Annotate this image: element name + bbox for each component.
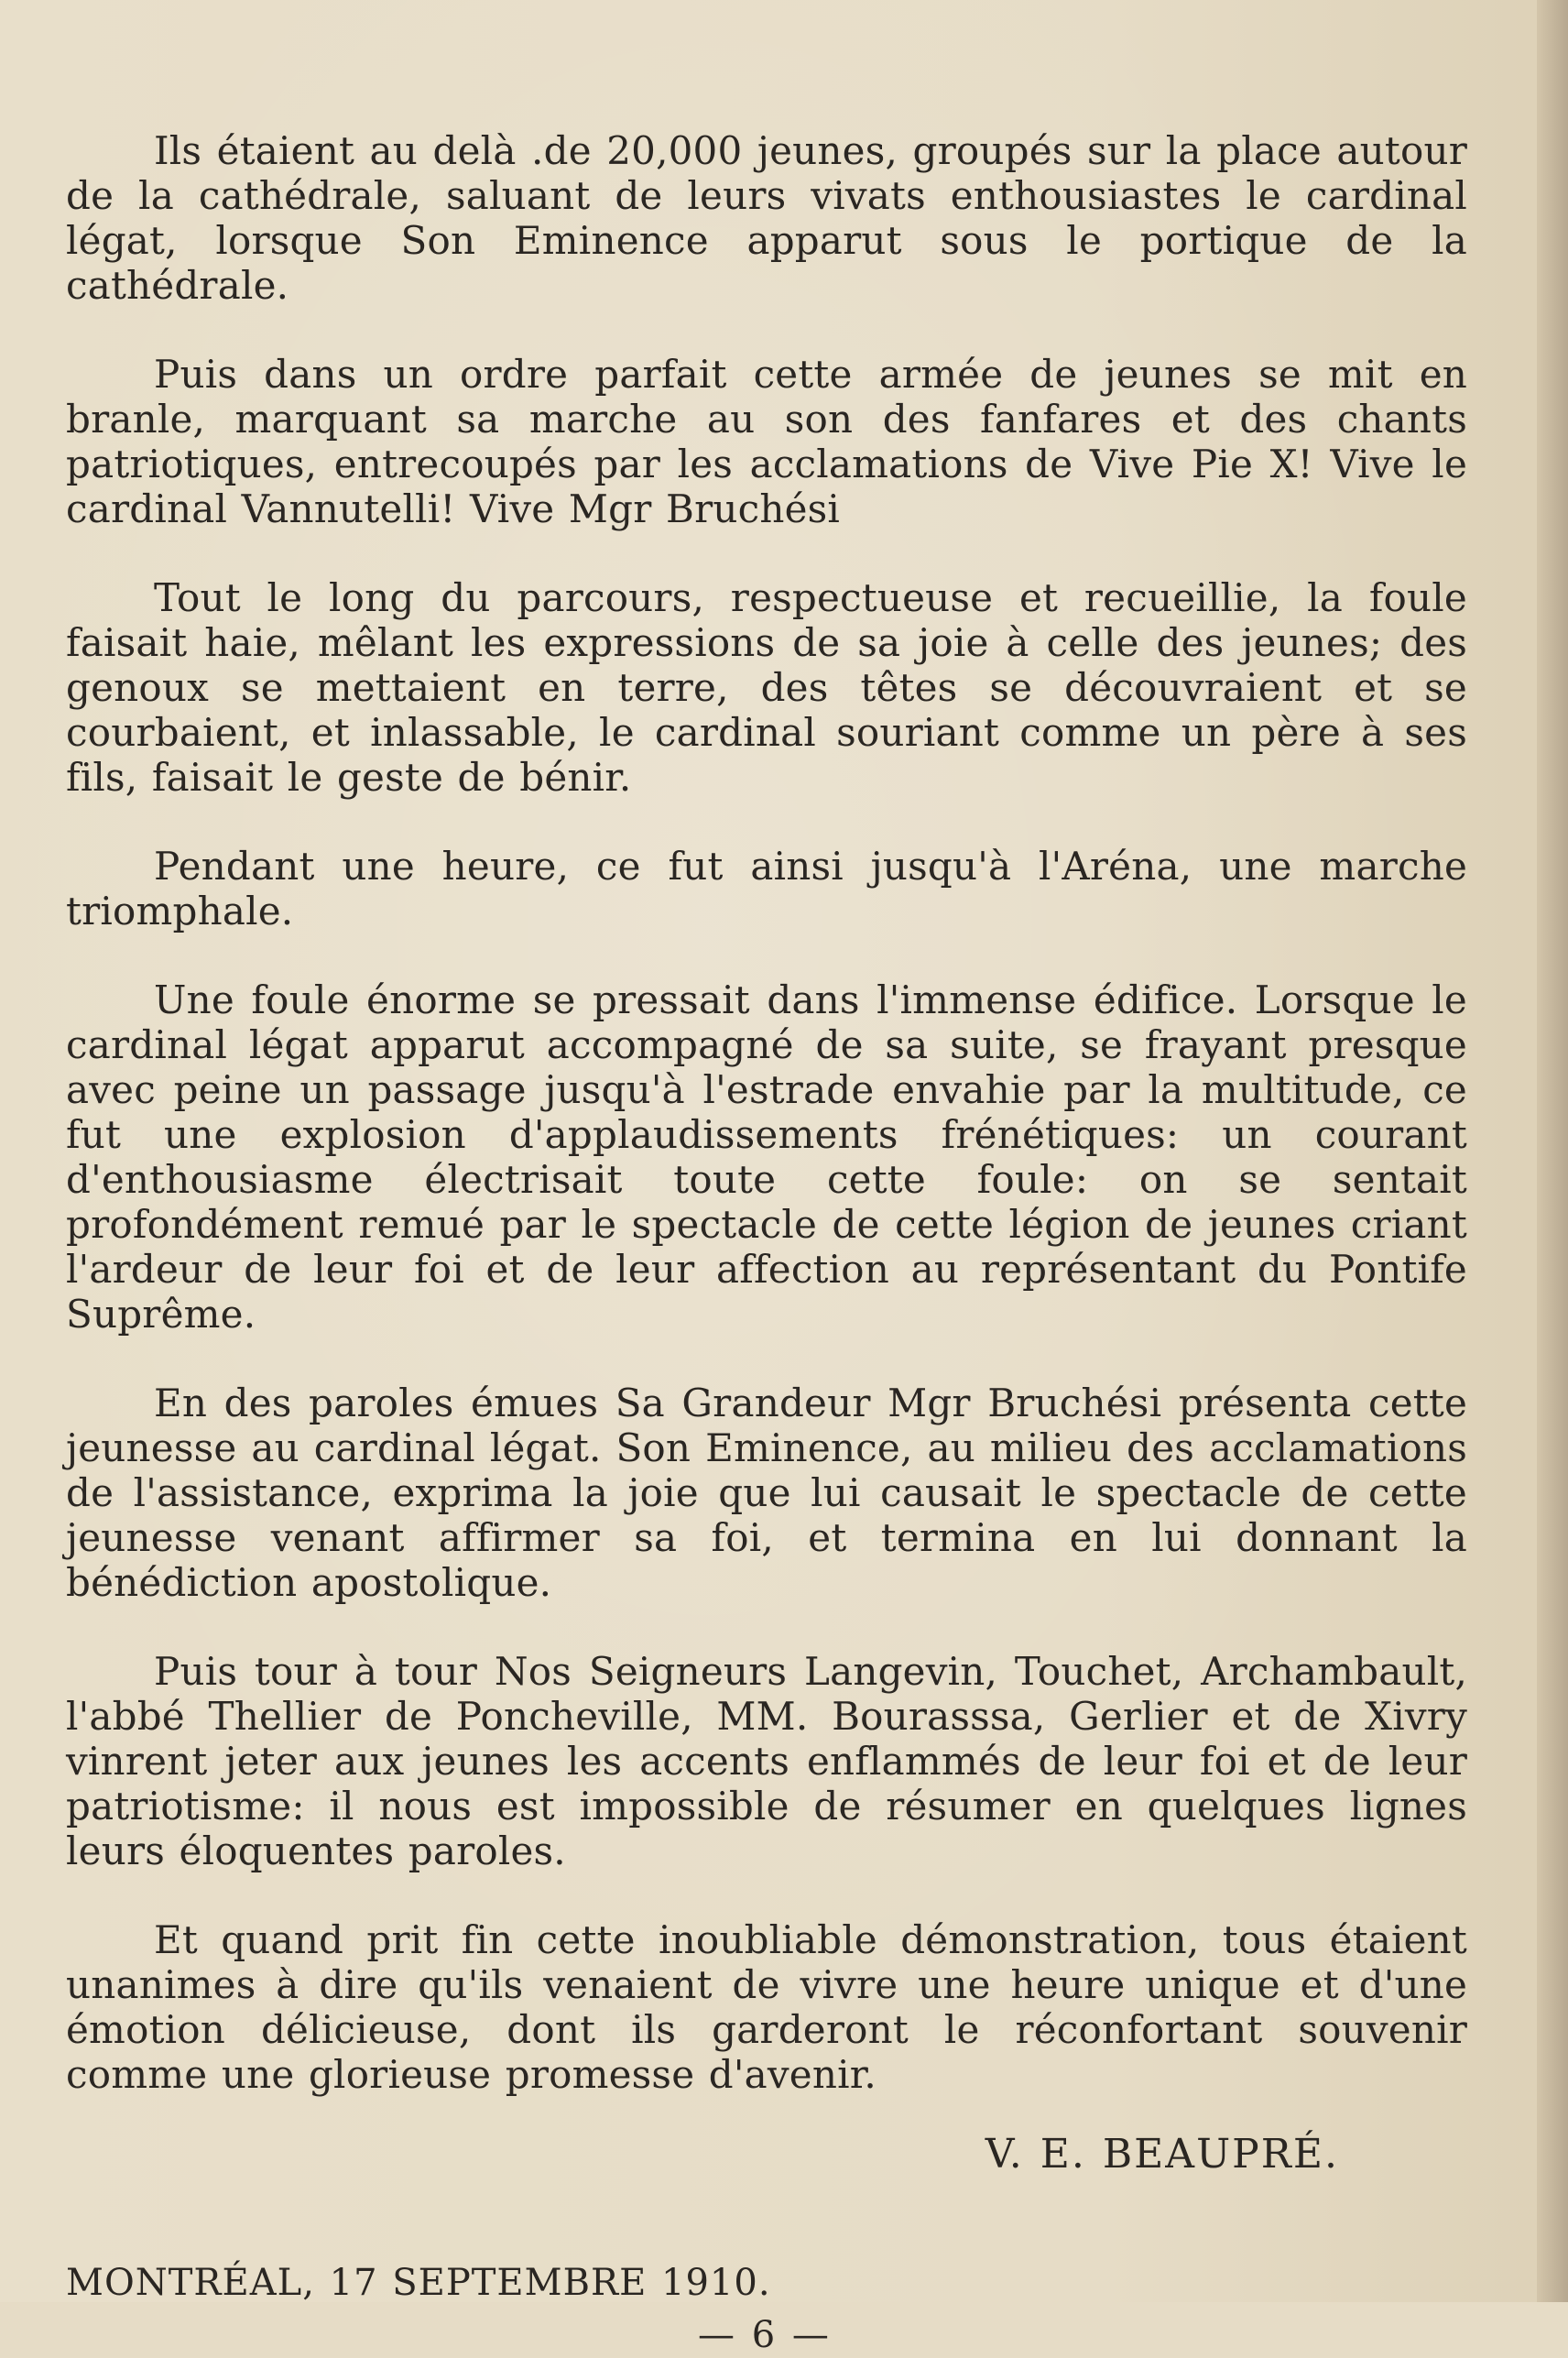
article-body [66, 128, 1467, 2358]
paragraph-7: Puis tour à tour Nos Seigneurs Langevin, Touchet, Archambault, l'abbé Thellier de Poncheville, MM. Bourasssa, Gerlier et de Xivry vinrent jeter aux jeunes les accents enflammés de leur foi et de leur patriotisme: il nous est impossible de résumer en quelques lignes leurs éloquentes paroles. [66, 1649, 1467, 1873]
page-number: — 6 — [698, 2314, 831, 2356]
paragraph-5: Une foule énorme se pressait dans l'immense édifice. Lorsque le cardinal légat apparut accompagné de sa suite, se frayant presque avec peine un passage jusqu'à l'estrade envahie par la multitude, ce fut une explosion d'applaudissements frénétiques: un courant d'enthousiasme électrisait toute cette foule: on se sentait profondément remué par le spectacle de cette légion de jeunes criant l'ardeur de leur foi et de leur affection au représentant du Pontife Suprême. [66, 977, 1467, 1337]
paragraph-8: Et quand prit fin cette inoubliable démonstration, tous étaient unanimes à dire qu'ils venaient de vivre une heure unique et d'une émotion délicieuse, dont ils garderont le réconfortant souvenir comme une glorieuse promesse d'avenir. [66, 1917, 1467, 2097]
page-edge-shadow [1537, 0, 1568, 2302]
paragraph-4: Pendant une heure, ce fut ainsi jusqu'à l'Aréna, une marche triomphale. [66, 844, 1467, 933]
paragraph-1: Ils étaient au delà .de 20,000 jeunes, groupés sur la place autour de la cathédrale, saluant de leurs vivats enthousiastes le cardinal légat, lorsque Son Eminence apparut sous le portique de la cathédrale. [66, 128, 1467, 308]
dateline: MONTRÉAL, 17 SEPTEMBRE 1910. [66, 2262, 771, 2304]
paragraph-6: En des paroles émues Sa Grandeur Mgr Bruchési présenta cette jeunesse au cardinal légat. Son Eminence, au milieu des acclamations de l'assistance, exprima la joie que lui causait le spectacle de cette jeunesse venant affirmer sa foi, et termina en lui donnant la bénédiction apostolique. [66, 1381, 1467, 1605]
paragraph-3: Tout le long du parcours, respectueuse et recueillie, la foule faisait haie, mêlant les expressions de sa joie à celle des jeunes; des genoux se mettaient en terre, des têtes se découvraient et se courbaient, et inlassable, le cardinal souriant comme un père à ses fils, faisait le geste de bénir. [66, 575, 1467, 800]
paragraph-2: Puis dans un ordre parfait cette armée de jeunes se mit en branle, marquant sa marche au son des fanfares et des chants patriotiques, entrecoupés par les acclamations de Vive Pie X! Vive le cardinal Vannutelli! Vive Mgr Bruchési [66, 352, 1467, 531]
author-signature: V. E. BEAUPRÉ. [985, 2131, 1339, 2178]
